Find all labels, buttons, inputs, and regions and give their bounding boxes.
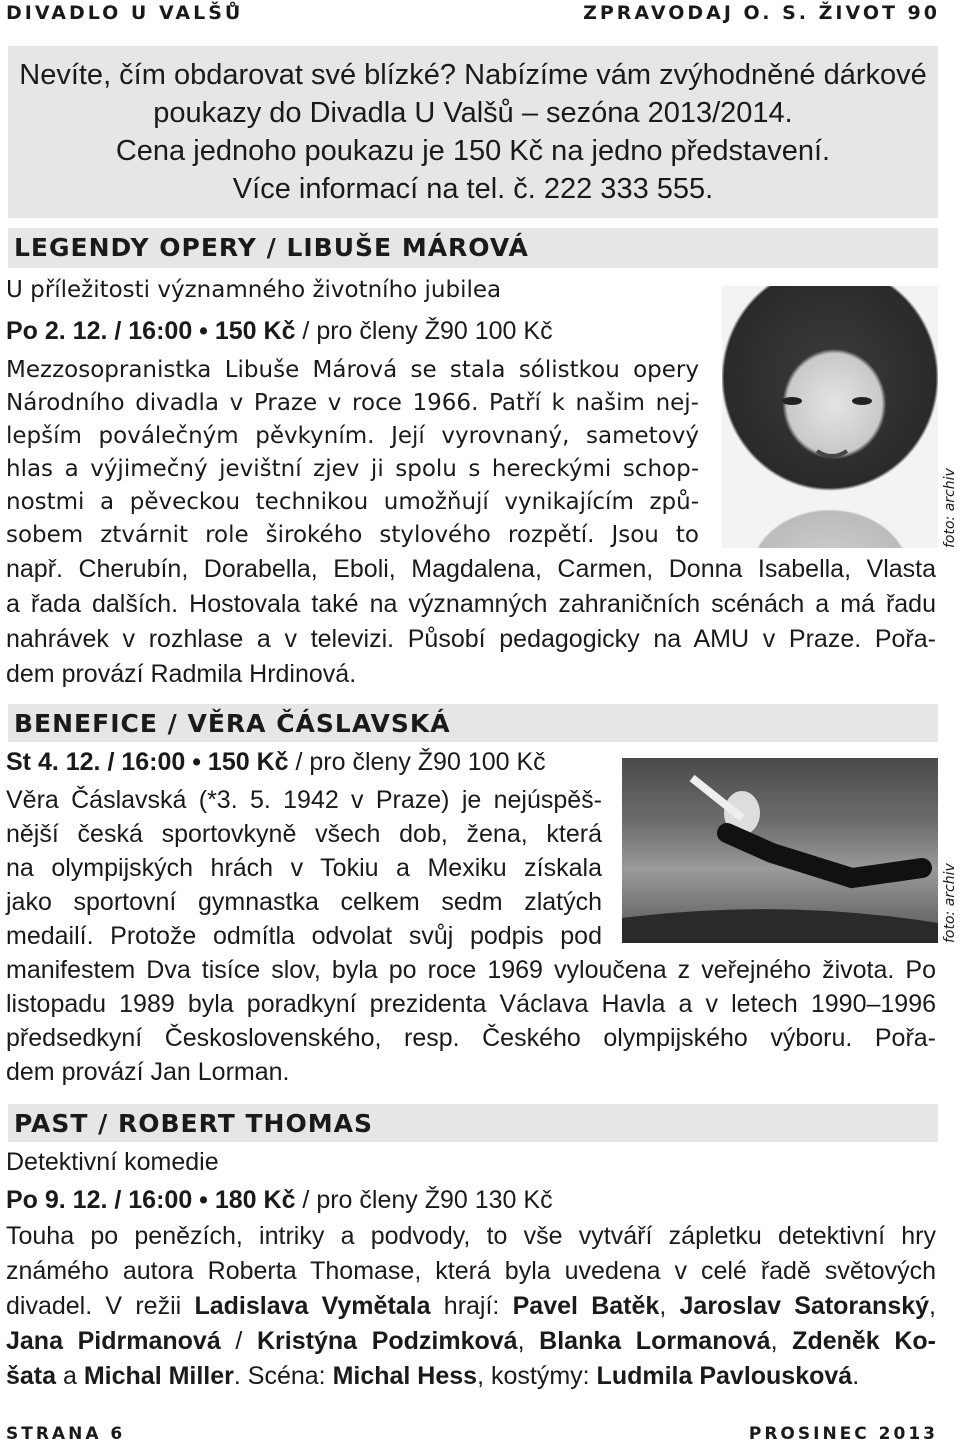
photo-vera-caslavska (622, 758, 938, 943)
text-line: předsedkyní Československého, resp. Českého olympijského výboru. Pořa- (6, 1024, 936, 1052)
event-date: Po 2. 12. / 16:00 • 150 Kč / pro členy Ž90 100 Kč (6, 317, 553, 345)
promo-box (8, 46, 938, 218)
section-title: BENEFICE / VĚRA ČÁSLAVSKÁ (8, 704, 938, 742)
promo-line: poukazy do Divadla U Valšů – sezóna 2013/2014. (153, 97, 793, 129)
text-line: Věra Čáslavská (*3. 5. 1942 v Praze) je nejúspěš- (6, 786, 602, 814)
section-title: LEGENDY OPERY / LIBUŠE MÁROVÁ (8, 228, 938, 268)
text-line: medailí. Protože odmítla odvolat svůj podpis pod (6, 922, 602, 950)
text-line: lepším poválečným pěvkyním. Její vyrovnaný, sametový (6, 423, 699, 449)
promo-line: Více informací na tel. č. 222 333 555. (232, 173, 714, 205)
event-date: St 4. 12. / 16:00 • 150 Kč / pro členy Ž90 100 Kč (6, 748, 546, 776)
text-line: dem provází Jan Lorman. (6, 1058, 290, 1086)
photo-libuse-marova (722, 286, 938, 548)
portrait-sketch (722, 286, 938, 548)
gymnast-sketch (622, 758, 938, 943)
text-line: na olympijských hrách v Tokiu a Mexiku získala (6, 854, 602, 882)
text-line: nahrávek v rozhlase a v televizi. Působí pedagogicky na AMU v Praze. Pořa- (6, 625, 936, 653)
photo-credit: foto: archiv (942, 468, 958, 548)
text-line: manifestem Dva tisíce slov, byla po roce 1969 vyloučena z veřejného života. Po (6, 956, 936, 984)
header-left: DIVADLO U VALŠŮ (6, 2, 244, 24)
section-title: PAST / ROBERT THOMAS (8, 1104, 938, 1142)
photo-credit: foto: archiv (942, 863, 958, 943)
text-line: listopadu 1989 byla poradkyní prezidenta Václava Havla a v letech 1990–1996 (6, 990, 936, 1018)
text-line: jako sportovní gymnastka celkem sedm zlatých (6, 888, 602, 916)
text-line: Mezzosopranistka Libuše Márová se stala sólistkou opery (6, 357, 699, 383)
text-line: hlas a výjimečný jevištní zjev ji spolu s hereckými schop- (6, 456, 699, 482)
promo-line: Nevíte, čím obdarovat své blízké? Nabízíme vám zvýhodněné dárkové (19, 59, 927, 91)
text-line: sobem ztvárnit role širokého stylového rozpětí. Jsou to (6, 522, 699, 548)
event-date: Po 9. 12. / 16:00 • 180 Kč / pro členy Ž90 130 Kč (6, 1186, 553, 1214)
footer-right: PROSINEC 2013 (748, 1424, 938, 1444)
text-line: Touha po penězích, intriky a podvody, to vše vytváří zápletku detektivní hry (6, 1222, 936, 1250)
event-subtitle: U příležitosti významného životního jubilea (6, 277, 502, 303)
footer-left: STRANA 6 (6, 1424, 126, 1444)
text-line: dem provází Radmila Hrdinová. (6, 660, 357, 688)
promo-line: Cena jednoho poukazu je 150 Kč na jedno představení. (115, 135, 831, 167)
text-line: např. Cherubín, Dorabella, Eboli, Magdalena, Carmen, Donna Isabella, Vlasta (6, 555, 936, 583)
text-line: a řada dalších. Hostovala také na významných zahraničních scénách a má řadu (6, 590, 936, 618)
header-right: ZPRAVODAJ O. S. ŽIVOT 90 (583, 2, 940, 24)
text-line: nější česká sportovkyně všech dob, žena, která (6, 820, 602, 848)
event-subtitle: Detektivní komedie (6, 1148, 219, 1176)
text-line: známého autora Roberta Thomase, která byla uvedena v celé řadě světových (6, 1257, 936, 1285)
text-line: nostmi a pěveckou technikou umožňují vynikajícím způ- (6, 489, 699, 515)
text-line: šata a Michal Miller. Scéna: Michal Hess, kostýmy: Ludmila Pavlousková. (6, 1362, 860, 1390)
text-line: divadel. V režii Ladislava Vymětala hrají: Pavel Batěk, Jaroslav Satoranský, (6, 1292, 936, 1320)
text-line: Jana Pidrmanová / Kristýna Podzimková, Blanka Lormanová, Zdeněk Ko- (6, 1327, 936, 1355)
text-line: Národního divadla v Praze v roce 1966. Patří k našim nej- (6, 390, 699, 416)
